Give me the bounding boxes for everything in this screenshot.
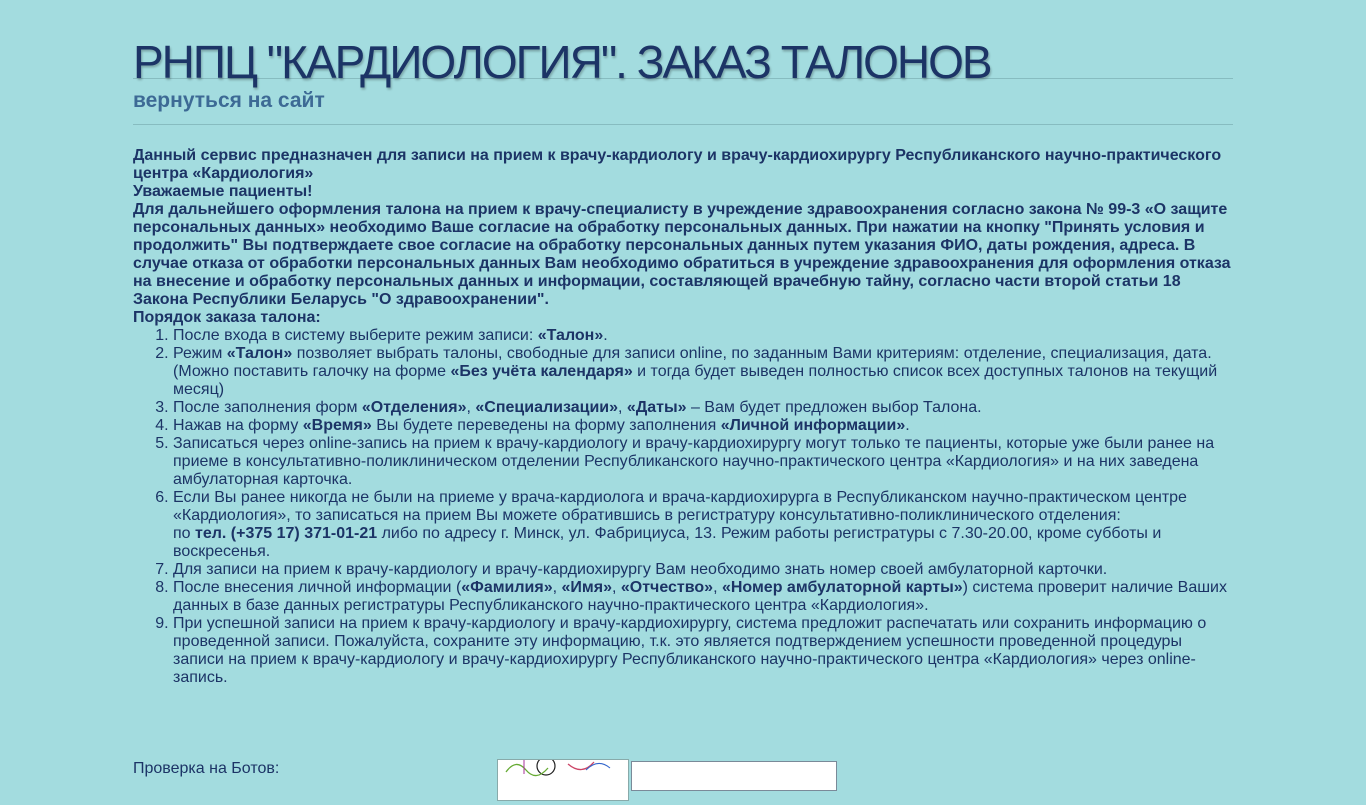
list-item: 9. При успешной записи на прием к врачу-кардиологу и врачу-кардиохирургу, система предложит распечатать или сохранить информацию о проведенной записи. Пожалуйста, сохраните эту информацию, т.к. это является подтверждением успешности проведенной процедуры записи на прием к врачу-кардиологу и врачу-кардиохирургу Республиканского научно-практического центра «Кардиология» через online-запись. — [173, 615, 1233, 687]
order-heading: Порядок заказа талона: — [133, 309, 321, 326]
list-item: 2. Режим «Талон» позволяет выбрать талоны, свободные для записи online, по заданным Вами критериям: отделение, специализация, дата. (Можно поставить галочку на форме «Без учёта календаря» и тогда будет выведен полностью список всех доступных талонов на текущий месяц) — [173, 345, 1233, 399]
captcha-squiggle-icon — [498, 760, 628, 800]
list-item: 1. После входа в систему выберите режим записи: «Талон». — [173, 327, 1233, 345]
list-item: 4. Нажав на форму «Время» Вы будете переведены на форму заполнения «Личной информации». — [173, 417, 1233, 435]
captcha-input[interactable] — [631, 761, 837, 791]
greeting: Уважаемые пациенты! — [133, 183, 313, 200]
list-item: 6. Если Вы ранее никогда не были на приеме у врача-кардиолога и врача-кардиохирурга в Республиканском научно-практическом центре «Кардиология», то записаться на прием Вы можете обратившись в регистратуру консультативно-поликлинического отделения: по тел. (+375 17) 371-01-21 либо по адресу г. Минск, ул. Фабрициуса, 13. Режим работы регистратуры с 7.30-20.00, кроме субботы и воскресенья. — [173, 489, 1233, 561]
list-item: 8. После внесения личной информации («Фамилия», «Имя», «Отчество», «Номер амбулаторной карты») система проверит наличие Ваших данных в базе данных регистратуры Республиканского научно-практического центра «Кардиология». — [173, 579, 1233, 615]
page — [133, 0, 1233, 687]
captcha-row — [133, 759, 933, 779]
captcha-image — [497, 759, 629, 801]
page-title: РНПЦ "КАРДИОЛОГИЯ". ЗАКАЗ ТАЛОНОВ — [133, 36, 991, 88]
intro-text: Данный сервис предназначен для записи на прием к врачу-кардиологу и врачу-кардиохирургу Республиканского научно-практического центра «Кардиология» — [133, 147, 1222, 182]
phone-number: тел. (+375 17) 371-01-21 — [195, 525, 378, 542]
list-item: 3. После заполнения форм «Отделения», «Специализации», «Даты» – Вам будет предложен выбор Талона. — [173, 399, 1233, 417]
consent-text: Для дальнейшего оформления талона на прием к врачу-специалисту в учреждение здравоохранения согласно закона № 99-3 «О защите персональных данных» необходимо Ваше согласие на обработку персональных данных. При нажатии на кнопку "Принять условия и продолжить" Вы подтверждаете свое согласие на обработку персональных данных путем указания ФИО, даты рождения, адреса. В случае отказа от обработки персональных данных Вам необходимо обратиться в учреждение здравоохранения для оформления отказа на внесение и обработку персональных данных и информации, составляющей врачебную тайну, согласно части второй статьи 18 Закона Республики Беларусь "О здравоохранении". — [133, 201, 1231, 308]
steps-list — [133, 327, 1233, 687]
list-item: 7. Для записи на прием к врачу-кардиологу и врачу-кардиохирургу Вам необходимо знать номер своей амбулаторной карточки. — [173, 561, 1233, 579]
back-to-site-link[interactable]: вернуться на сайт — [133, 89, 325, 112]
instructions — [133, 125, 1233, 687]
list-item: 5. Записаться через online-запись на прием к врачу-кардиологу и врачу-кардиохирургу могут только те пациенты, которые уже были ранее на приеме в консультативно-поликлиническом отделении Республиканского научно-практического центра «Кардиология» и на них заведена амбулаторная карточка. — [173, 435, 1233, 489]
captcha-label: Проверка на Ботов: — [133, 760, 280, 777]
